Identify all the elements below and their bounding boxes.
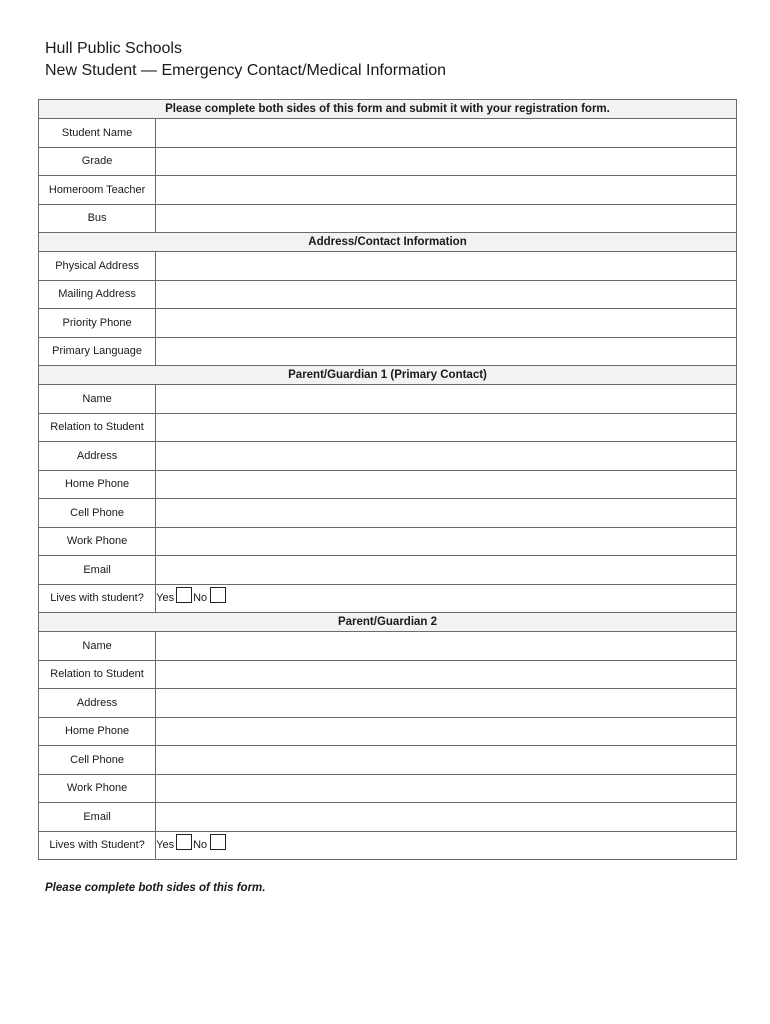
mailing-address-field[interactable]: [156, 280, 737, 309]
guardian2-address-label: Address: [39, 689, 156, 718]
form-row: [39, 413, 737, 442]
guardian2-section-title: Parent/Guardian 2: [39, 613, 737, 632]
grade-field[interactable]: [156, 147, 737, 176]
bus-label: Bus: [39, 204, 156, 233]
form-row: [39, 176, 737, 205]
form-row: [39, 774, 737, 803]
guardian1-address-field[interactable]: [156, 442, 737, 471]
guardian2-cell-phone-field[interactable]: [156, 746, 737, 775]
form-row: [39, 309, 737, 338]
guardian1-home-phone-label: Home Phone: [39, 470, 156, 499]
guardian1-email-label: Email: [39, 556, 156, 585]
guardian1-name-label: Name: [39, 385, 156, 414]
mailing-address-label: Mailing Address: [39, 280, 156, 309]
form-row: [39, 252, 737, 281]
guardian1-relation-to-student-field[interactable]: [156, 413, 737, 442]
guardian1-home-phone-field[interactable]: [156, 470, 737, 499]
form-row: [39, 280, 737, 309]
form-row: [39, 556, 737, 585]
guardian2-lives-with-label: Lives with Student?: [39, 831, 156, 860]
no-checkbox[interactable]: [210, 587, 226, 603]
primary-language-label: Primary Language: [39, 337, 156, 366]
physical-address-field[interactable]: [156, 252, 737, 281]
intro-section: [39, 100, 737, 119]
address-section-title: Address/Contact Information: [39, 233, 737, 252]
guardian1-cell-phone-field[interactable]: [156, 499, 737, 528]
guardian2-email-label: Email: [39, 803, 156, 832]
no-label: No: [193, 839, 208, 852]
form-row: [39, 337, 737, 366]
form-row: [39, 584, 737, 613]
homeroom-teacher-label: Homeroom Teacher: [39, 176, 156, 205]
grade-label: Grade: [39, 147, 156, 176]
guardian1-relation-to-student-label: Relation to Student: [39, 413, 156, 442]
guardian1-work-phone-field[interactable]: [156, 527, 737, 556]
guardian2-home-phone-label: Home Phone: [39, 717, 156, 746]
guardian1-lives-with-label: Lives with student?: [39, 584, 156, 613]
form-row: [39, 660, 737, 689]
form-row: [39, 689, 737, 718]
guardian1-lives-with-options: [156, 584, 737, 613]
guardian2-home-phone-field[interactable]: [156, 717, 737, 746]
physical-address-label: Physical Address: [39, 252, 156, 281]
guardian1-name-field[interactable]: [156, 385, 737, 414]
guardian1-section-title: Parent/Guardian 1 (Primary Contact): [39, 366, 737, 385]
no-checkbox[interactable]: [210, 834, 226, 850]
school-name: Hull Public Schools: [45, 40, 182, 57]
bus-field[interactable]: [156, 204, 737, 233]
guardian1-cell-phone-label: Cell Phone: [39, 499, 156, 528]
guardian2-name-field[interactable]: [156, 632, 737, 661]
guardian2-section: [39, 613, 737, 632]
form-row: [39, 204, 737, 233]
form-title: New Student — Emergency Contact/Medical Information: [45, 62, 447, 79]
form-row: [39, 527, 737, 556]
student-name-field[interactable]: [156, 119, 737, 148]
yes-checkbox[interactable]: [176, 834, 192, 850]
guardian2-work-phone-label: Work Phone: [39, 774, 156, 803]
intro-section-title: Please complete both sides of this form and submit it with your registration form.: [39, 100, 737, 119]
form-row: [39, 746, 737, 775]
form-heading: [45, 38, 446, 82]
form-row: [39, 147, 737, 176]
guardian1-address-label: Address: [39, 442, 156, 471]
registration-form-table: [38, 99, 737, 860]
guardian2-lives-with-options: [156, 831, 737, 860]
form-row: [39, 499, 737, 528]
priority-phone-field[interactable]: [156, 309, 737, 338]
guardian2-work-phone-field[interactable]: [156, 774, 737, 803]
form-row: [39, 442, 737, 471]
guardian2-address-field[interactable]: [156, 689, 737, 718]
address-section: [39, 233, 737, 252]
guardian1-email-field[interactable]: [156, 556, 737, 585]
homeroom-teacher-field[interactable]: [156, 176, 737, 205]
form-row: [39, 385, 737, 414]
student-name-label: Student Name: [39, 119, 156, 148]
form-row: [39, 717, 737, 746]
form-row: [39, 831, 737, 860]
guardian2-email-field[interactable]: [156, 803, 737, 832]
primary-language-field[interactable]: [156, 337, 737, 366]
guardian2-name-label: Name: [39, 632, 156, 661]
yes-label: Yes: [156, 839, 175, 852]
guardian1-section: [39, 366, 737, 385]
guardian2-relation-to-student-label: Relation to Student: [39, 660, 156, 689]
form-row: [39, 119, 737, 148]
form-row: [39, 632, 737, 661]
priority-phone-label: Priority Phone: [39, 309, 156, 338]
guardian2-relation-to-student-field[interactable]: [156, 660, 737, 689]
form-row: [39, 470, 737, 499]
yes-checkbox[interactable]: [176, 587, 192, 603]
footer-note: Please complete both sides of this form.: [45, 882, 266, 894]
guardian2-cell-phone-label: Cell Phone: [39, 746, 156, 775]
yes-label: Yes: [156, 592, 175, 605]
form-row: [39, 803, 737, 832]
no-label: No: [193, 592, 208, 605]
guardian1-work-phone-label: Work Phone: [39, 527, 156, 556]
